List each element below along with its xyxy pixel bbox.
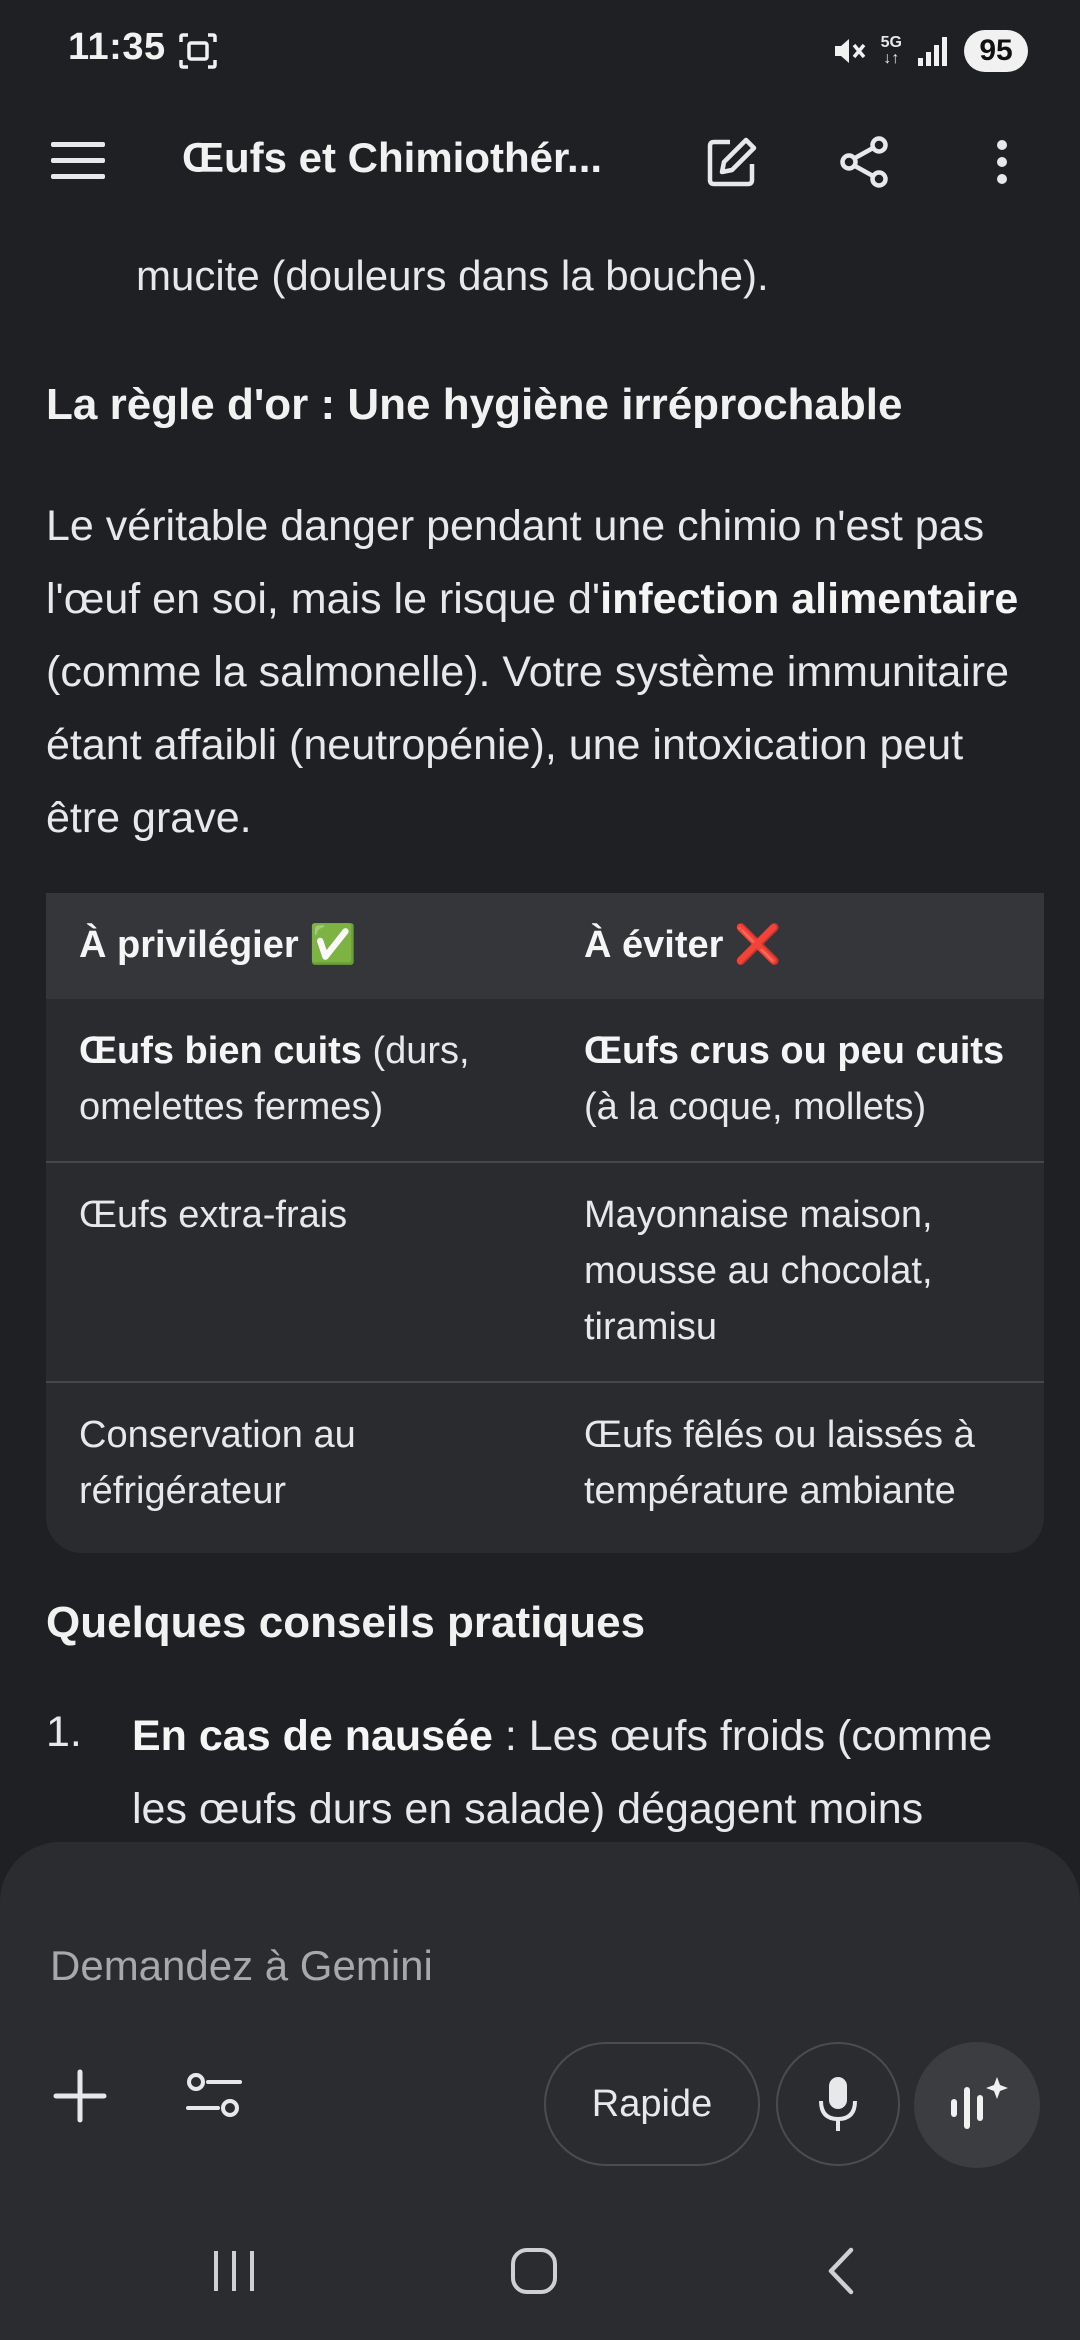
conversation-title[interactable]: Œufs et Chimiothér... <box>182 134 603 181</box>
list-item-number: 1. <box>46 1708 82 1756</box>
system-navigation-bar <box>0 2202 1080 2340</box>
table-cell: Œufs fêlés ou laissés à température ambiante <box>584 1414 975 1512</box>
home-button[interactable] <box>484 2226 584 2316</box>
partial-text-line: mucite (douleurs dans la bouche). <box>136 252 769 299</box>
recent-apps-button[interactable] <box>184 2226 284 2316</box>
table-header-row <box>46 893 1044 999</box>
table-cell: Conservation au réfrigérateur <box>79 1414 356 1512</box>
eggs-table <box>46 893 1044 1553</box>
more-vert-icon <box>996 139 1008 185</box>
table-header-avoid: À éviter ❌ <box>584 924 782 966</box>
tune-icon <box>186 2072 242 2120</box>
model-mode-button[interactable]: Rapide <box>544 2042 760 2166</box>
prompt-composer <box>0 1842 1080 2202</box>
microphone-icon <box>818 2075 858 2133</box>
back-icon <box>823 2246 857 2296</box>
table-cell: Œufs bien cuits (durs, omelettes fermes) <box>79 1030 470 1128</box>
section-heading-tips: Quelques conseils pratiques <box>46 1598 646 1647</box>
danger-paragraph: Le véritable danger pendant une chimio n'est pas l'œuf en soi, mais le risque d'infection alimentaire (comme la salmonelle). Votre système immunitaire étant affaibli (neutropénie), une intoxication peut être grave. <box>46 502 1019 842</box>
menu-button[interactable] <box>46 132 110 188</box>
table-cell: Œufs crus ou peu cuits (à la coque, mollets) <box>584 1030 1005 1128</box>
app-bar <box>0 110 1080 210</box>
tools-button[interactable] <box>178 2060 250 2132</box>
share-button[interactable] <box>832 132 896 192</box>
more-options-button[interactable] <box>970 132 1034 192</box>
section-heading-hygiene: La règle d'or : Une hygiène irréprochable <box>46 380 903 429</box>
recents-icon <box>210 2249 258 2293</box>
live-mode-button[interactable] <box>914 2042 1040 2168</box>
table-row <box>46 1383 1044 1553</box>
network-5g-icon: 5G ↓↑ <box>880 34 902 67</box>
share-icon <box>839 136 889 188</box>
plus-icon <box>53 2069 107 2123</box>
table-cell: Mayonnaise maison, mousse au chocolat, tiramisu <box>584 1194 933 1348</box>
table-cell: Œufs extra-frais <box>79 1194 348 1236</box>
status-icons <box>831 28 1028 74</box>
list-item: En cas de nausée : Les œufs froids (comme les œufs durs en salade) dégagent moins <box>132 1712 993 1833</box>
mute-icon <box>831 33 867 69</box>
table-header-prefer: À privilégier ✅ <box>79 924 357 966</box>
back-button[interactable] <box>790 2226 890 2316</box>
live-waveform-icon <box>945 2073 1009 2137</box>
table-row <box>46 999 1044 1163</box>
add-attachment-button[interactable] <box>44 2060 116 2132</box>
table-row <box>46 1163 1044 1383</box>
response-content <box>0 210 1080 1850</box>
edit-button[interactable] <box>700 132 764 192</box>
hamburger-icon <box>51 140 105 180</box>
prompt-input[interactable]: Demandez à Gemini <box>50 1942 433 1989</box>
screenshot-icon <box>178 32 218 70</box>
battery-indicator: 95 <box>964 30 1028 72</box>
status-bar <box>0 0 1080 100</box>
status-time: 11:35 <box>68 26 166 68</box>
microphone-button[interactable] <box>776 2042 900 2166</box>
edit-icon <box>706 136 758 188</box>
signal-icon <box>916 34 950 68</box>
home-icon <box>509 2246 559 2296</box>
